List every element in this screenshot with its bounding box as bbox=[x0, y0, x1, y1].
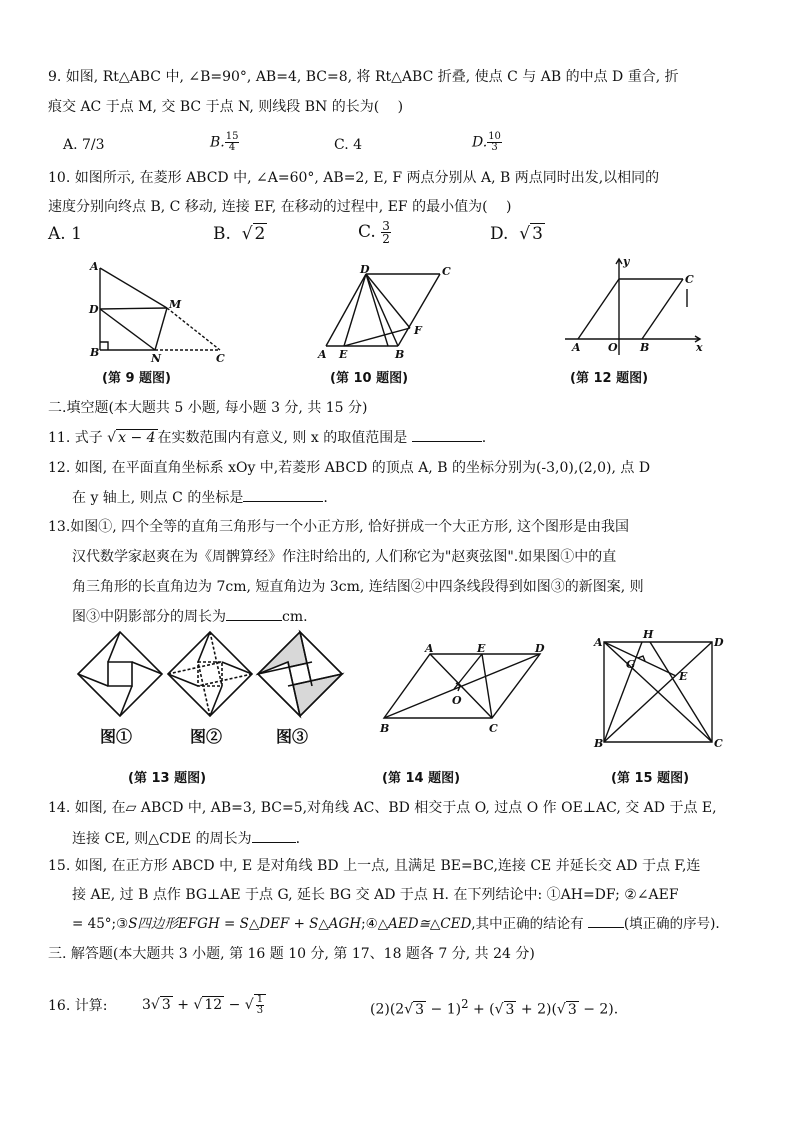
q12-line2-text: 在 y 轴上, 则点 C 的坐标是 bbox=[72, 490, 244, 506]
q9-option-c: C. 4 bbox=[334, 137, 363, 153]
figure-15 bbox=[590, 628, 730, 752]
q16-expr2-a-tail: − 1) bbox=[430, 1001, 462, 1018]
q16-expr2-a-power: 2 bbox=[461, 997, 469, 1011]
fig12-label-c: C bbox=[685, 273, 694, 286]
q16-label: 16. 计算: bbox=[48, 998, 108, 1014]
fig14-label-d: D bbox=[535, 642, 545, 655]
q16-expr1-coef: 3 bbox=[142, 997, 151, 1013]
q9-option-d-fraction: $\frac{10}{3}$ bbox=[488, 131, 501, 153]
q16-expr1-rad-fraction: $\frac{1}{3}$ bbox=[254, 994, 266, 1016]
fig14-label-b: B bbox=[380, 722, 390, 735]
fig14-label-a: A bbox=[425, 642, 434, 655]
fig12-label-b: B bbox=[640, 341, 650, 354]
figure-13 bbox=[78, 632, 340, 752]
figure-13-caption: (第 13 题图) bbox=[128, 771, 207, 786]
fig9-label-c: C bbox=[216, 352, 225, 365]
q12-line2 bbox=[72, 487, 328, 508]
section-3-heading: 三. 解答题(本大题共 3 小题, 第 16 题 10 分, 第 17、18 题各 7 分, 共 24 分) bbox=[48, 946, 535, 962]
q10-option-b-prefix: B. bbox=[213, 224, 231, 244]
q11-suffix: 在实数范围内有意义, 则 x 的取值范围是 bbox=[157, 430, 408, 446]
q16-expr2-b-rad: 3 bbox=[505, 1001, 515, 1018]
figure-9-caption: (第 9 题图) bbox=[102, 371, 171, 386]
q10-option-c-prefix: C. bbox=[358, 222, 376, 242]
q14-line2-prefix: 连接 CE, 则△CDE 的周长为 bbox=[72, 831, 252, 847]
figure-15-caption: (第 15 题图) bbox=[611, 771, 690, 786]
fig10-label-c: C bbox=[442, 265, 451, 278]
fig9-label-n: N bbox=[151, 352, 162, 365]
q12-line1: 12. 如图, 在平面直角坐标系 xOy 中,若菱形 ABCD 的顶点 A, B 的坐标分别为(-3,0),(2,0), 点 D bbox=[48, 460, 651, 476]
fig13-sub-1: 图① bbox=[100, 727, 133, 746]
fig13-sub-2: 图② bbox=[190, 727, 223, 746]
q13-line1: 13.如图①, 四个全等的直角三角形与一个小正方形, 恰好拼成一个大正方形, 这个图形是由我国 bbox=[48, 519, 629, 535]
q10-option-c-fraction: $\frac{3}{2}$ bbox=[382, 219, 390, 246]
q14-line1: 14. 如图, 在▱ ABCD 中, AB=3, BC=5,对角线 AC、BD 相交于点 O, 过点 O 作 OE⊥AC, 交 AD 于点 E, bbox=[48, 800, 717, 816]
q16-expr2-b-end: − 2). bbox=[583, 1001, 619, 1018]
figure-10-caption: (第 10 题图) bbox=[330, 371, 409, 386]
q11-answer-blank[interactable] bbox=[412, 427, 482, 442]
figure-14-caption: (第 14 题图) bbox=[382, 771, 461, 786]
fig10-label-a: A bbox=[318, 348, 327, 361]
q13-unit: cm. bbox=[282, 609, 308, 625]
q16-expr2-b-rad2: 3 bbox=[567, 1001, 577, 1018]
q9-option-a: A. 7/3 bbox=[63, 137, 105, 153]
fig12-label-o: O bbox=[608, 341, 618, 354]
fig15-label-g: G bbox=[626, 658, 636, 671]
q11-line: 11. 式子 √ x − 4 在实数范围内有意义, 则 x 的取值范围是 . bbox=[48, 427, 486, 448]
q16-expr2-label: (2) bbox=[370, 1001, 390, 1018]
q10-option-b-radicand: 2 bbox=[254, 224, 266, 244]
q10-option-b: B. √ 2 bbox=[213, 224, 266, 244]
fig13-sub-3: 图③ bbox=[276, 727, 309, 746]
q16-expr1-rad-b: 12 bbox=[204, 997, 223, 1013]
q16-expr1-rad-a: 3 bbox=[161, 997, 171, 1013]
q16-expr2-a-coef: (2 bbox=[389, 1001, 405, 1018]
fig15-label-e: E bbox=[679, 670, 688, 683]
q15-line3-part2: ;④ bbox=[361, 916, 378, 932]
q16-expr2-a-rad: 3 bbox=[415, 1001, 425, 1018]
q13-answer-blank[interactable] bbox=[226, 606, 282, 621]
q9-option-d-prefix: D. bbox=[472, 134, 488, 151]
q15-area-equation: S四边形EFGH = S△DEF + S△AGH bbox=[128, 916, 362, 932]
q15-line3-part1: = 45°;③ bbox=[72, 916, 129, 932]
q11-prefix: 11. 式子 bbox=[48, 430, 103, 446]
q13-line4-prefix: 图③中阴影部分的周长为 bbox=[72, 609, 226, 625]
q13-line4 bbox=[72, 606, 308, 627]
q10-option-d-radicand: 3 bbox=[532, 224, 543, 244]
q14-line2 bbox=[72, 828, 300, 849]
q14-end: . bbox=[295, 831, 301, 847]
figure-14 bbox=[378, 642, 548, 742]
q13-line3: 角三角形的长直角边为 7cm, 短直角边为 3cm, 连结图②中四条线段得到如图③的新图案, 则 bbox=[72, 579, 644, 595]
fig10-label-b: B bbox=[395, 348, 405, 361]
q13-line2: 汉代数学家赵爽在为《周髀算经》作注时给出的, 人们称它为"赵爽弦图".如果图①中的直 bbox=[72, 549, 617, 565]
q15-congruence: △AED≅△CED bbox=[377, 916, 472, 932]
q12-answer-blank[interactable] bbox=[243, 487, 323, 502]
q10-option-d-prefix: D. bbox=[490, 224, 509, 244]
fig10-label-d: D bbox=[360, 263, 370, 276]
fig9-label-a: A bbox=[90, 260, 99, 273]
figure-12 bbox=[560, 255, 710, 360]
q9-line1: 9. 如图, Rt△ABC 中, ∠B=90°, AB=4, BC=8, 将 Rt△ABC 折叠, 使点 C 与 AB 的中点 D 重合, 折 bbox=[48, 69, 679, 85]
q15-line1: 15. 如图, 在正方形 ABCD 中, E 是对角线 BD 上一点, 且满足 BE=BC,连接 CE 并延长交 AD 于点 F,连 bbox=[48, 858, 701, 874]
section-2-heading: 二.填空题(本大题共 5 小题, 每小题 3 分, 共 15 分) bbox=[48, 400, 368, 416]
fig12-label-x: x bbox=[696, 341, 703, 354]
fig15-label-c: C bbox=[714, 737, 723, 750]
fig12-label-a: A bbox=[572, 341, 581, 354]
q16-expr2-b-mid: + 2)( bbox=[520, 1001, 557, 1018]
fig15-label-a: A bbox=[594, 636, 603, 649]
figure-12-caption: (第 12 题图) bbox=[570, 371, 649, 386]
fig14-label-e: E bbox=[477, 642, 486, 655]
fig14-label-c: C bbox=[489, 722, 498, 735]
q11-radicand: x − 4 bbox=[118, 430, 156, 446]
fig10-label-f: F bbox=[414, 324, 422, 337]
q10-option-d: D. √ 3 bbox=[490, 224, 543, 244]
q9-option-b bbox=[210, 132, 239, 153]
q15-line3 bbox=[72, 913, 720, 934]
fig9-label-b: B bbox=[90, 346, 100, 359]
fig9-label-d: D bbox=[89, 303, 99, 316]
q15-line3-part3: ,其中正确的结论有 bbox=[471, 916, 584, 932]
fig14-label-o: O bbox=[452, 694, 462, 707]
q15-answer-blank[interactable] bbox=[588, 913, 624, 928]
fig15-label-b: B bbox=[594, 737, 604, 750]
q10-option-c bbox=[358, 220, 391, 245]
q9-line2: 痕交 AC 于点 M, 交 BC 于点 N, 则线段 BN 的长为( ) bbox=[48, 99, 404, 115]
q9-option-d bbox=[472, 132, 502, 153]
q16-line bbox=[48, 996, 107, 1016]
q10-option-a: A. 1 bbox=[48, 224, 82, 244]
q14-answer-blank[interactable] bbox=[252, 828, 296, 843]
q12-end: . bbox=[323, 490, 328, 506]
q16-expr2-b-open: + ( bbox=[472, 1001, 495, 1018]
q15-line3-end: (填正确的序号). bbox=[623, 916, 720, 932]
q15-line2: 接 AE, 过 B 点作 BG⊥AE 于点 G, 延长 BG 交 AD 于点 H. 在下列结论中: ①AH=DF; ②∠AEF bbox=[72, 887, 679, 903]
q16-expr2: (2)(2√ 3 − 1)$^2$ + (√ 3 + 2)(√ 3 − 2). bbox=[370, 997, 619, 1018]
fig12-label-y: y bbox=[623, 255, 630, 268]
fig9-label-m: M bbox=[169, 298, 182, 311]
figure-10 bbox=[318, 262, 458, 362]
q10-line2: 速度分别向终点 B, C 移动, 连接 EF, 在移动的过程中, EF 的最小值为( ) bbox=[48, 199, 512, 215]
q10-line1: 10. 如图所示, 在菱形 ABCD 中, ∠A=60°, AB=2, E, F 两点分别从 A, B 两点同时出发,以相同的 bbox=[48, 170, 660, 186]
q9-option-b-fraction: $\frac{15}{4}$ bbox=[225, 131, 239, 153]
figure-9 bbox=[85, 258, 235, 366]
q16-expr1: 3√ 3 + √ 12 − √ $\frac{1}{3}$ bbox=[142, 994, 266, 1016]
q11-end: . bbox=[481, 430, 487, 446]
q9-option-b-prefix: B. bbox=[210, 134, 225, 151]
fig15-label-h: H bbox=[643, 628, 654, 641]
fig15-label-d: D bbox=[714, 636, 724, 649]
fig10-label-e: E bbox=[339, 348, 348, 361]
